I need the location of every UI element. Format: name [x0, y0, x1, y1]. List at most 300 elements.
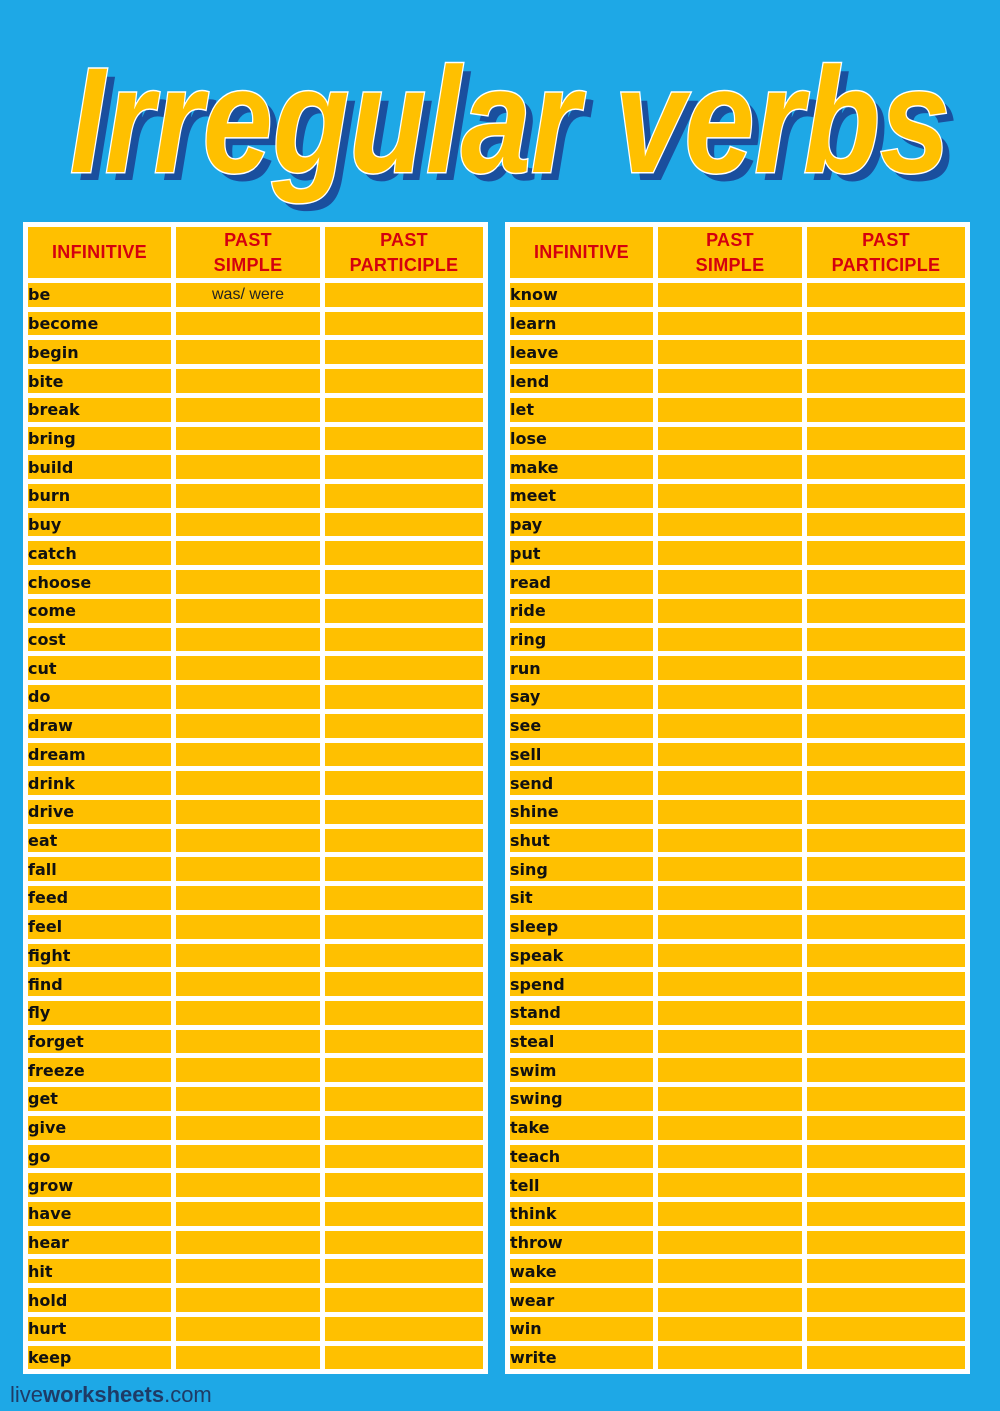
infinitive-cell: be [28, 283, 176, 312]
past-participle-answer-field[interactable] [807, 656, 965, 685]
past-participle-answer-field[interactable] [325, 915, 483, 944]
past-simple-answer-field[interactable] [176, 685, 325, 714]
past-simple-answer-field[interactable] [658, 771, 807, 800]
past-simple-answer-field[interactable] [176, 829, 325, 858]
past-participle-answer-field[interactable] [325, 1145, 483, 1174]
past-participle-answer-field[interactable] [807, 829, 965, 858]
table-row [510, 685, 965, 714]
past-simple-answer-field[interactable] [658, 628, 807, 657]
table-row [28, 599, 483, 628]
past-simple-answer-field[interactable] [176, 915, 325, 944]
past-participle-answer-field[interactable] [807, 1259, 965, 1288]
table-row [510, 800, 965, 829]
infinitive-cell: hold [28, 1288, 176, 1317]
header-past-simple-line1: PAST [224, 229, 272, 250]
past-participle-answer-field[interactable] [807, 1001, 965, 1030]
header-past-simple-line2: SIMPLE [695, 254, 765, 275]
past-simple-answer-field[interactable] [658, 1317, 807, 1346]
past-simple-answer-field[interactable] [176, 312, 325, 341]
past-participle-answer-field[interactable] [325, 1202, 483, 1231]
past-simple-answer-field[interactable] [658, 283, 807, 312]
table-row [28, 915, 483, 944]
header-infinitive: INFINITIVE [28, 227, 176, 283]
past-participle-answer-field[interactable] [807, 1030, 965, 1059]
page-title [0, 0, 1000, 215]
table-row [28, 541, 483, 570]
infinitive-cell: take [510, 1116, 658, 1145]
infinitive-cell: bite [28, 369, 176, 398]
infinitive-cell: get [28, 1087, 176, 1116]
header-past-simple [176, 227, 325, 283]
past-participle-answer-field[interactable] [325, 714, 483, 743]
past-simple-answer-field[interactable] [658, 944, 807, 973]
table-row [28, 829, 483, 858]
infinitive-cell: write [510, 1346, 658, 1375]
past-participle-answer-field[interactable] [807, 1116, 965, 1145]
past-participle-answer-field[interactable] [325, 1259, 483, 1288]
past-simple-answer-field[interactable] [176, 1202, 325, 1231]
past-simple-answer-field[interactable] [658, 714, 807, 743]
infinitive-cell: lose [510, 427, 658, 456]
past-simple-answer-field[interactable] [176, 1087, 325, 1116]
footer-brand-light: live [10, 1382, 44, 1407]
infinitive-cell: make [510, 455, 658, 484]
past-simple-answer-field[interactable] [176, 656, 325, 685]
table-row [510, 771, 965, 800]
table-row [510, 915, 965, 944]
past-simple-answer-field[interactable] [658, 427, 807, 456]
table-row [28, 1058, 483, 1087]
past-participle-answer-field[interactable] [325, 513, 483, 542]
past-participle-answer-field[interactable] [325, 541, 483, 570]
infinitive-cell: know [510, 283, 658, 312]
past-participle-answer-field[interactable] [325, 1087, 483, 1116]
table-row [28, 1173, 483, 1202]
past-participle-answer-field[interactable] [325, 829, 483, 858]
past-participle-answer-field[interactable] [807, 312, 965, 341]
past-simple-answer-field[interactable] [176, 628, 325, 657]
past-simple-answer-field[interactable] [176, 455, 325, 484]
infinitive-cell: freeze [28, 1058, 176, 1087]
past-participle-answer-field[interactable] [807, 484, 965, 513]
title-shadow: Irregular verbs [78, 44, 958, 212]
infinitive-cell: drink [28, 771, 176, 800]
past-simple-answer-field[interactable] [176, 1173, 325, 1202]
infinitive-cell: hear [28, 1231, 176, 1260]
past-simple-answer-field[interactable] [658, 398, 807, 427]
infinitive-cell: eat [28, 829, 176, 858]
infinitive-cell: go [28, 1145, 176, 1174]
past-participle-answer-field[interactable] [807, 1202, 965, 1231]
past-participle-answer-field[interactable] [325, 1317, 483, 1346]
infinitive-cell: sleep [510, 915, 658, 944]
past-simple-answer-field[interactable] [658, 340, 807, 369]
infinitive-cell: cost [28, 628, 176, 657]
infinitive-cell: feed [28, 886, 176, 915]
infinitive-cell: begin [28, 340, 176, 369]
past-simple-answer-field[interactable] [176, 1317, 325, 1346]
infinitive-cell: choose [28, 570, 176, 599]
table-row [510, 656, 965, 685]
past-participle-answer-field[interactable] [325, 369, 483, 398]
past-simple-answer-field[interactable] [658, 857, 807, 886]
infinitive-cell: hit [28, 1259, 176, 1288]
past-participle-answer-field[interactable] [807, 369, 965, 398]
past-participle-answer-field[interactable] [807, 857, 965, 886]
past-participle-answer-field[interactable] [325, 1058, 483, 1087]
infinitive-cell: leave [510, 340, 658, 369]
infinitive-cell: shine [510, 800, 658, 829]
table-row [28, 340, 483, 369]
infinitive-cell: spend [510, 972, 658, 1001]
past-simple-answer-field[interactable] [176, 972, 325, 1001]
infinitive-cell: say [510, 685, 658, 714]
table-row [510, 886, 965, 915]
table-row [28, 398, 483, 427]
table-row [28, 1030, 483, 1059]
past-participle-answer-field[interactable] [325, 800, 483, 829]
past-participle-answer-field[interactable] [325, 743, 483, 772]
past-simple-answer-field[interactable] [176, 1058, 325, 1087]
infinitive-cell: drive [28, 800, 176, 829]
past-simple-answer-field[interactable] [176, 743, 325, 772]
past-simple-answer-field[interactable] [658, 369, 807, 398]
past-simple-answer-field[interactable] [658, 656, 807, 685]
past-simple-answer-field[interactable] [176, 570, 325, 599]
table-row [510, 628, 965, 657]
table-row [28, 1001, 483, 1030]
table-row [510, 944, 965, 973]
infinitive-cell: send [510, 771, 658, 800]
past-participle-answer-field[interactable] [807, 771, 965, 800]
past-participle-answer-field[interactable] [807, 455, 965, 484]
table-row [28, 656, 483, 685]
past-participle-answer-field[interactable] [325, 771, 483, 800]
past-participle-answer-field[interactable] [807, 886, 965, 915]
table-row [510, 829, 965, 858]
past-simple-answer-field[interactable] [176, 857, 325, 886]
past-simple-answer-field[interactable] [658, 1231, 807, 1260]
infinitive-cell: meet [510, 484, 658, 513]
table-row [510, 340, 965, 369]
past-participle-answer-field[interactable] [807, 283, 965, 312]
past-simple-answer-field[interactable] [658, 541, 807, 570]
past-participle-answer-field[interactable] [807, 800, 965, 829]
past-participle-answer-field[interactable] [807, 972, 965, 1001]
table-row [510, 484, 965, 513]
past-participle-answer-field[interactable] [807, 427, 965, 456]
past-simple-answer-field[interactable] [176, 1030, 325, 1059]
table-row [510, 1173, 965, 1202]
past-simple-answer-field[interactable] [658, 1145, 807, 1174]
past-simple-answer-field[interactable] [176, 1145, 325, 1174]
past-participle-answer-field[interactable] [807, 398, 965, 427]
infinitive-cell: cut [28, 656, 176, 685]
infinitive-cell: build [28, 455, 176, 484]
infinitive-cell: break [28, 398, 176, 427]
infinitive-cell: become [28, 312, 176, 341]
infinitive-cell: speak [510, 944, 658, 973]
past-simple-answer-field[interactable] [658, 1001, 807, 1030]
past-participle-answer-field[interactable] [807, 915, 965, 944]
infinitive-cell: hurt [28, 1317, 176, 1346]
table-row [510, 1259, 965, 1288]
header-past-participle-line2: PARTICIPLE [831, 254, 941, 275]
past-simple-answer-field[interactable] [176, 398, 325, 427]
past-simple-answer-field[interactable] [658, 1173, 807, 1202]
infinitive-cell: win [510, 1317, 658, 1346]
past-participle-answer-field[interactable] [807, 599, 965, 628]
past-participle-answer-field[interactable] [807, 1288, 965, 1317]
past-simple-answer-field[interactable] [176, 944, 325, 973]
infinitive-cell: fly [28, 1001, 176, 1030]
table-row [510, 455, 965, 484]
past-simple-answer-field[interactable] [176, 541, 325, 570]
table-row [510, 1116, 965, 1145]
table-row [28, 1346, 483, 1375]
table-row [510, 427, 965, 456]
table-row [28, 972, 483, 1001]
past-participle-answer-field[interactable] [325, 1030, 483, 1059]
left-verb-panel [23, 222, 488, 1374]
table-row [28, 570, 483, 599]
infinitive-cell: swim [510, 1058, 658, 1087]
table-row [510, 743, 965, 772]
past-simple-answer-field[interactable] [658, 1030, 807, 1059]
past-simple-answer-field[interactable] [658, 800, 807, 829]
past-participle-answer-field[interactable] [325, 857, 483, 886]
infinitive-cell: buy [28, 513, 176, 542]
table-row [28, 800, 483, 829]
table-row [28, 771, 483, 800]
table-row [510, 1288, 965, 1317]
table-row [510, 972, 965, 1001]
past-participle-answer-field[interactable] [807, 570, 965, 599]
past-participle-answer-field[interactable] [807, 685, 965, 714]
infinitive-cell: forget [28, 1030, 176, 1059]
right-verb-rows [510, 283, 965, 1374]
past-participle-answer-field[interactable] [325, 944, 483, 973]
title-text: Irregular verbs [70, 36, 950, 204]
table-row [28, 743, 483, 772]
table-row [28, 369, 483, 398]
infinitive-cell: catch [28, 541, 176, 570]
past-simple-answer-field[interactable] [176, 513, 325, 542]
past-simple-answer-field[interactable] [658, 743, 807, 772]
past-simple-answer-field[interactable] [658, 685, 807, 714]
past-simple-answer-field[interactable] [658, 886, 807, 915]
table-row [510, 1030, 965, 1059]
past-participle-answer-field[interactable] [807, 1087, 965, 1116]
past-simple-answer-field[interactable] [176, 714, 325, 743]
past-simple-answer-field[interactable] [176, 1259, 325, 1288]
past-simple-answer-field[interactable] [658, 915, 807, 944]
table-row [510, 312, 965, 341]
table-row [510, 1001, 965, 1030]
past-simple-answer-field[interactable] [176, 369, 325, 398]
header-row [28, 227, 483, 283]
past-participle-answer-field[interactable] [325, 656, 483, 685]
footer-brand [10, 1382, 212, 1408]
past-participle-answer-field[interactable] [325, 599, 483, 628]
table-row [28, 685, 483, 714]
past-simple-answer-field[interactable] [658, 455, 807, 484]
infinitive-cell: bring [28, 427, 176, 456]
past-simple-answer-field[interactable] [658, 829, 807, 858]
infinitive-cell: steal [510, 1030, 658, 1059]
table-row [510, 1317, 965, 1346]
table-row [28, 1116, 483, 1145]
past-simple-answer-field[interactable] [176, 1231, 325, 1260]
past-participle-answer-field[interactable] [325, 1116, 483, 1145]
infinitive-cell: read [510, 570, 658, 599]
past-simple-answer-field[interactable] [658, 1259, 807, 1288]
past-simple-answer-field[interactable] [176, 1116, 325, 1145]
past-participle-answer-field[interactable] [807, 1231, 965, 1260]
past-simple-answer-field[interactable] [658, 599, 807, 628]
infinitive-cell: sing [510, 857, 658, 886]
table-row [28, 427, 483, 456]
past-participle-answer-field[interactable] [807, 1173, 965, 1202]
past-simple-answer-field[interactable] [176, 1288, 325, 1317]
header-past-participle [325, 227, 483, 283]
infinitive-cell: let [510, 398, 658, 427]
header-past-participle [807, 227, 965, 283]
table-row [28, 1202, 483, 1231]
table-row [28, 1288, 483, 1317]
past-participle-answer-field[interactable] [807, 944, 965, 973]
past-simple-answer-field[interactable]: was/ were [176, 283, 325, 312]
past-simple-answer-field[interactable] [176, 800, 325, 829]
past-participle-answer-field[interactable] [807, 743, 965, 772]
header-past-participle-line1: PAST [862, 229, 910, 250]
past-participle-answer-field[interactable] [325, 1173, 483, 1202]
past-simple-answer-field[interactable] [658, 1202, 807, 1231]
past-participle-answer-field[interactable] [325, 685, 483, 714]
past-simple-answer-field[interactable] [176, 771, 325, 800]
past-simple-answer-field[interactable] [658, 972, 807, 1001]
right-verb-panel [505, 222, 970, 1374]
past-participle-answer-field[interactable] [325, 312, 483, 341]
footer-brand-bold: worksheets [43, 1382, 165, 1407]
infinitive-cell: put [510, 541, 658, 570]
past-simple-answer-field[interactable] [176, 340, 325, 369]
past-participle-answer-field[interactable] [325, 283, 483, 312]
past-participle-answer-field[interactable] [807, 1058, 965, 1087]
infinitive-cell: find [28, 972, 176, 1001]
infinitive-cell: tell [510, 1173, 658, 1202]
right-verb-table [510, 227, 965, 1374]
past-simple-answer-field[interactable] [658, 570, 807, 599]
infinitive-cell: burn [28, 484, 176, 513]
infinitive-cell: stand [510, 1001, 658, 1030]
past-simple-answer-field[interactable] [658, 1087, 807, 1116]
header-past-simple-line2: SIMPLE [213, 254, 283, 275]
table-row [28, 312, 483, 341]
table-row [510, 1202, 965, 1231]
infinitive-cell: ride [510, 599, 658, 628]
past-participle-answer-field[interactable] [325, 1001, 483, 1030]
past-simple-answer-field[interactable] [176, 427, 325, 456]
past-simple-answer-field[interactable] [658, 513, 807, 542]
table-row [28, 1231, 483, 1260]
table-row [510, 398, 965, 427]
past-simple-answer-field[interactable] [176, 599, 325, 628]
table-row [510, 1058, 965, 1087]
past-participle-answer-field[interactable] [325, 886, 483, 915]
past-participle-answer-field[interactable] [325, 455, 483, 484]
past-participle-answer-field[interactable] [807, 628, 965, 657]
left-verb-rows [28, 283, 483, 1374]
table-row [28, 944, 483, 973]
past-participle-answer-field[interactable] [325, 1231, 483, 1260]
past-participle-answer-field[interactable] [325, 570, 483, 599]
past-participle-answer-field[interactable] [325, 628, 483, 657]
table-row [510, 714, 965, 743]
table-row [28, 1259, 483, 1288]
table-row [510, 541, 965, 570]
table-row [510, 599, 965, 628]
table-row [28, 1145, 483, 1174]
past-participle-answer-field[interactable] [325, 1288, 483, 1317]
past-simple-answer-field[interactable] [176, 1001, 325, 1030]
infinitive-cell: wear [510, 1288, 658, 1317]
past-simple-answer-field[interactable] [658, 1116, 807, 1145]
past-participle-answer-field[interactable] [325, 1346, 483, 1375]
past-participle-answer-field[interactable] [807, 541, 965, 570]
table-row [28, 714, 483, 743]
table-row [510, 283, 965, 312]
infinitive-cell: fight [28, 944, 176, 973]
past-participle-answer-field[interactable] [807, 1317, 965, 1346]
infinitive-cell: draw [28, 714, 176, 743]
past-participle-answer-field[interactable] [807, 714, 965, 743]
infinitive-cell: lend [510, 369, 658, 398]
past-participle-answer-field[interactable] [325, 427, 483, 456]
footer-brand-suffix: .com [164, 1382, 212, 1407]
infinitive-cell: sell [510, 743, 658, 772]
infinitive-cell: ring [510, 628, 658, 657]
past-simple-answer-field[interactable] [176, 886, 325, 915]
past-simple-answer-field[interactable] [658, 484, 807, 513]
past-simple-answer-field[interactable] [658, 1346, 807, 1375]
past-participle-answer-field[interactable] [325, 340, 483, 369]
past-simple-answer-field[interactable] [658, 1058, 807, 1087]
table-row [510, 857, 965, 886]
header-past-simple-line1: PAST [706, 229, 754, 250]
table-row [510, 1231, 965, 1260]
table-row [28, 886, 483, 915]
past-simple-answer-field[interactable] [658, 1288, 807, 1317]
past-participle-answer-field[interactable] [807, 513, 965, 542]
past-simple-answer-field[interactable] [658, 312, 807, 341]
past-participle-answer-field[interactable] [325, 972, 483, 1001]
header-infinitive: INFINITIVE [510, 227, 658, 283]
past-participle-answer-field[interactable] [807, 340, 965, 369]
past-participle-answer-field[interactable] [807, 1346, 965, 1375]
past-participle-answer-field[interactable] [807, 1145, 965, 1174]
table-row [510, 1346, 965, 1375]
past-simple-answer-field[interactable] [176, 1346, 325, 1375]
header-past-participle-line1: PAST [380, 229, 428, 250]
past-simple-answer-field[interactable] [176, 484, 325, 513]
infinitive-cell: have [28, 1202, 176, 1231]
title-graphic [0, 0, 1000, 215]
past-participle-answer-field[interactable] [325, 398, 483, 427]
past-participle-answer-field[interactable] [325, 484, 483, 513]
header-past-simple [658, 227, 807, 283]
infinitive-cell: sit [510, 886, 658, 915]
